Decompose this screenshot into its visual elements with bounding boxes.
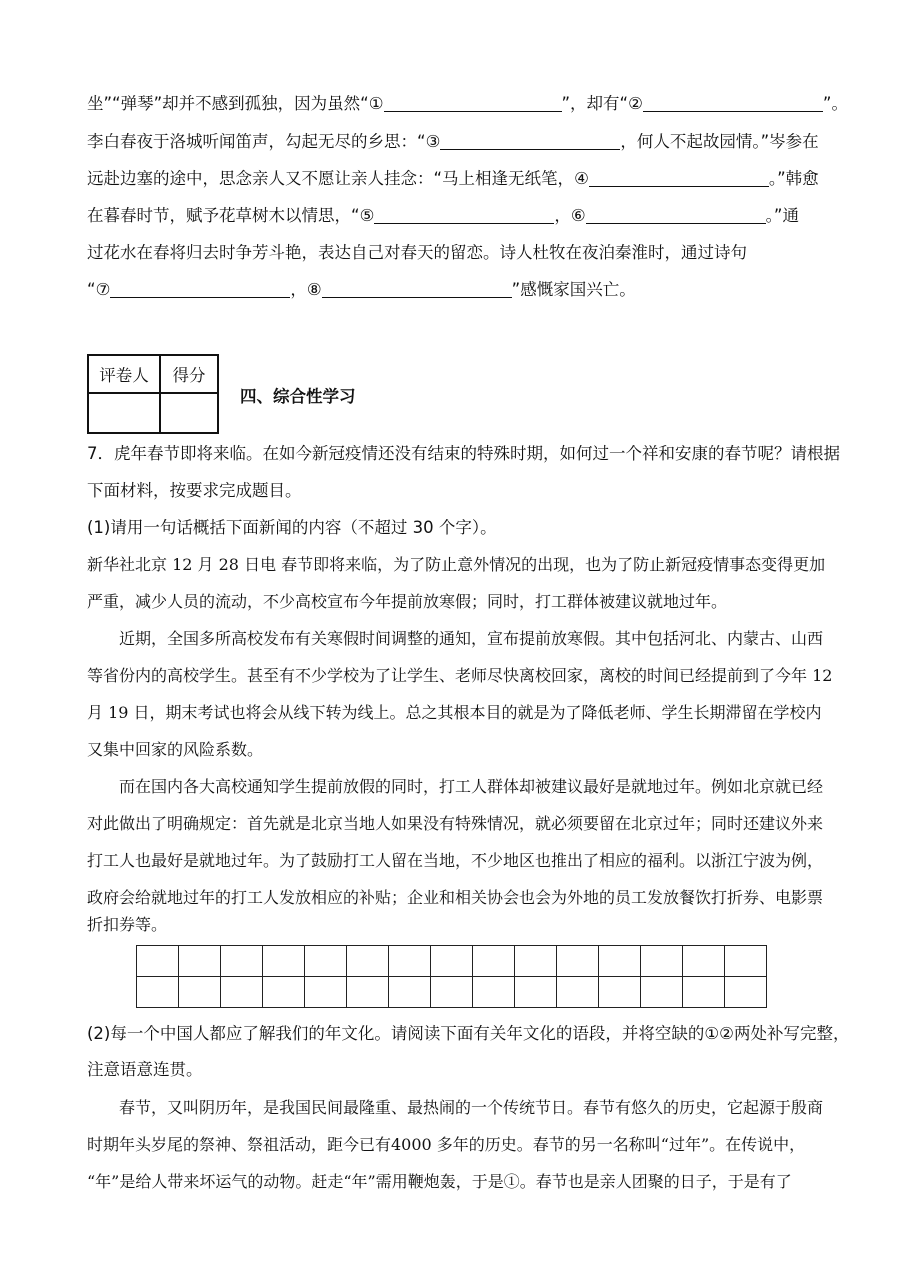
grid-cell[interactable] bbox=[305, 977, 347, 1008]
sub-question-2-line-1: (2)每一个中国人都应了解我们的年文化。请阅读下面有关年文化的语段，并将空缺的①②两处补写完整， bbox=[87, 1024, 850, 1043]
sub-question-1: (1)请用一句话概括下面新闻的内容（不超过 30 个字）。 bbox=[87, 518, 497, 537]
blank-marker-1: ① bbox=[368, 94, 384, 113]
grid-cell[interactable] bbox=[599, 946, 641, 977]
blank-marker-6: ⑥ bbox=[570, 206, 586, 225]
grid-cell[interactable] bbox=[683, 977, 725, 1008]
section-title: 四、综合性学习 bbox=[240, 387, 356, 406]
poem-text: 远赴边塞的途中，思念亲人又不愿让亲人挂念：“马上相逢无纸笔， bbox=[87, 169, 575, 188]
grid-cell[interactable] bbox=[641, 946, 683, 977]
grid-cell[interactable] bbox=[179, 946, 221, 977]
answer-blank-2[interactable] bbox=[643, 95, 823, 112]
answer-blank-4[interactable] bbox=[589, 170, 769, 187]
grid-cell[interactable] bbox=[557, 946, 599, 977]
blank-marker-7: ⑦ bbox=[95, 280, 111, 299]
blank-marker-5: ⑤ bbox=[359, 206, 375, 225]
grid-cell[interactable] bbox=[473, 977, 515, 1008]
grid-cell[interactable] bbox=[431, 946, 473, 977]
answer-blank-5[interactable] bbox=[374, 207, 554, 224]
grid-cell[interactable] bbox=[557, 977, 599, 1008]
grid-cell[interactable] bbox=[599, 977, 641, 1008]
poem-text: ”。 bbox=[822, 94, 848, 113]
news-paragraph-2-line: 又集中回家的风险系数。 bbox=[87, 740, 264, 759]
question-7-line-2: 下面材料，按要求完成题目。 bbox=[87, 481, 302, 500]
poem-text: 。”通 bbox=[765, 206, 799, 225]
question-7-line-1: 7．虎年春节即将来临。在如今新冠疫情还没有结束的特殊时期，如何过一个祥和安康的春节呢？请根据 bbox=[87, 444, 840, 463]
grid-cell[interactable] bbox=[263, 946, 305, 977]
grid-cell[interactable] bbox=[347, 946, 389, 977]
poem-line-1 bbox=[87, 93, 848, 115]
blank-marker-8: ⑧ bbox=[306, 280, 322, 299]
answer-blank-1[interactable] bbox=[384, 95, 562, 112]
poem-text: “ bbox=[87, 280, 96, 299]
grid-cell[interactable] bbox=[221, 946, 263, 977]
poem-text: 。”韩愈 bbox=[768, 169, 819, 188]
poem-text: ”，却有“ bbox=[561, 94, 629, 113]
news-paragraph-2-line: 月 19 日，期末考试也将会从线下转为线上。总之其根本目的就是为了降低老师、学生长期滞留在学校内 bbox=[87, 703, 822, 722]
grid-cell[interactable] bbox=[389, 946, 431, 977]
news-paragraph-3-line: 政府会给就地过年的打工人发放相应的补贴；企业和相关协会也会为外地的员工发放餐饮打折券、电影票 bbox=[87, 888, 824, 907]
news-paragraph-3-line: 而在国内各大高校通知学生提前放假的同时，打工人群体却被建议最好是就地过年。例如北京就已经 bbox=[119, 777, 824, 796]
poem-text: ， bbox=[290, 280, 307, 299]
grid-cell[interactable] bbox=[347, 977, 389, 1008]
poem-line-5: 过花水在春将归去时争芳斗艳，表达自己对春天的留恋。诗人杜牧在夜泊秦淮时，通过诗句 bbox=[87, 243, 747, 262]
grid-cell[interactable] bbox=[431, 977, 473, 1008]
grid-cell[interactable] bbox=[515, 946, 557, 977]
answer-blank-8[interactable] bbox=[322, 281, 512, 298]
poem-text: 李白春夜于洛城听闻笛声，勾起无尽的乡思：“ bbox=[87, 132, 426, 151]
answer-blank-6[interactable] bbox=[586, 207, 766, 224]
news-paragraph-3-line: 打工人也最好是就地过年。为了鼓励打工人留在当地，不少地区也推出了相应的福利。以浙江宁波为例， bbox=[87, 851, 824, 870]
news-paragraph-1-line: 新华社北京 12 月 28 日电 春节即将来临，为了防止意外情况的出现，也为了防止新冠疫情事态变得更加 bbox=[87, 555, 826, 574]
news-paragraph-3-line: 对此做出了明确规定：首先就是北京当地人如果没有特殊情况，就必须要留在北京过年；同时还建议外来 bbox=[87, 814, 824, 833]
news-paragraph-2-line: 等省份内的高校学生。甚至有不少学校为了让学生、老师尽快离校回家，离校的时间已经提前到了今年 12 bbox=[87, 666, 833, 685]
poem-text: 坐”“弹琴”却并不感到孤独，因为虽然“ bbox=[87, 94, 369, 113]
grid-cell[interactable] bbox=[137, 977, 179, 1008]
grid-cell[interactable] bbox=[515, 977, 557, 1008]
poem-text: ”感慨家国兴亡。 bbox=[511, 280, 636, 299]
news-paragraph-2-line: 近期，全国多所高校发布有关寒假时间调整的通知，宣布提前放寒假。其中包括河北、内蒙古、山西 bbox=[119, 629, 824, 648]
culture-paragraph-line: 时期年头岁尾的祭神、祭祖活动，距今已有4000 多年的历史。春节的另一名称叫“过年”。在传说中， bbox=[87, 1135, 806, 1154]
grid-cell[interactable] bbox=[389, 977, 431, 1008]
news-paragraph-1-line: 严重，减少人员的流动，不少高校宣布今年提前放寒假；同时，打工群体被建议就地过年。 bbox=[87, 592, 728, 611]
poem-text: 在暮春时节，赋予花草树木以情思，“ bbox=[87, 206, 360, 225]
score-cell[interactable] bbox=[160, 393, 218, 433]
news-paragraph-3-line: 折扣券等。 bbox=[87, 915, 168, 934]
poem-line-6 bbox=[87, 279, 827, 301]
answer-grid bbox=[136, 945, 767, 1008]
grid-cell[interactable] bbox=[725, 946, 767, 977]
grader-cell[interactable] bbox=[88, 393, 160, 433]
sub-question-2-line-2: 注意语意连贯。 bbox=[87, 1060, 203, 1079]
grid-cell[interactable] bbox=[263, 977, 305, 1008]
poem-line-3 bbox=[87, 168, 827, 190]
blank-marker-4: ④ bbox=[574, 169, 589, 188]
grid-cell[interactable] bbox=[641, 977, 683, 1008]
poem-text: ， bbox=[554, 206, 571, 225]
culture-paragraph-line: “年”是给人带来坏运气的动物。赶走“年”需用鞭炮轰，于是①。春节也是亲人团聚的日子，于是有了 bbox=[87, 1172, 792, 1191]
grid-cell[interactable] bbox=[179, 977, 221, 1008]
grid-row bbox=[137, 977, 767, 1008]
answer-blank-7[interactable] bbox=[110, 281, 290, 298]
poem-text: ，何人不起故园情。”岑参在 bbox=[620, 132, 819, 151]
grid-cell[interactable] bbox=[137, 946, 179, 977]
grid-row bbox=[137, 946, 767, 977]
grid-cell[interactable] bbox=[683, 946, 725, 977]
grader-header: 评卷人 bbox=[88, 355, 160, 393]
answer-blank-3[interactable] bbox=[440, 133, 620, 150]
grid-cell[interactable] bbox=[725, 977, 767, 1008]
poem-line-4 bbox=[87, 205, 827, 227]
poem-line-2 bbox=[87, 131, 827, 153]
grid-cell[interactable] bbox=[473, 946, 515, 977]
grid-cell[interactable] bbox=[221, 977, 263, 1008]
blank-marker-2: ② bbox=[628, 94, 643, 113]
blank-marker-3: ③ bbox=[425, 132, 441, 151]
culture-paragraph-line: 春节，又叫阴历年，是我国民间最隆重、最热闹的一个传统节日。春节有悠久的历史，它起源于殷商 bbox=[119, 1098, 824, 1117]
score-header: 得分 bbox=[160, 355, 218, 393]
score-table bbox=[87, 354, 219, 434]
grid-cell[interactable] bbox=[305, 946, 347, 977]
